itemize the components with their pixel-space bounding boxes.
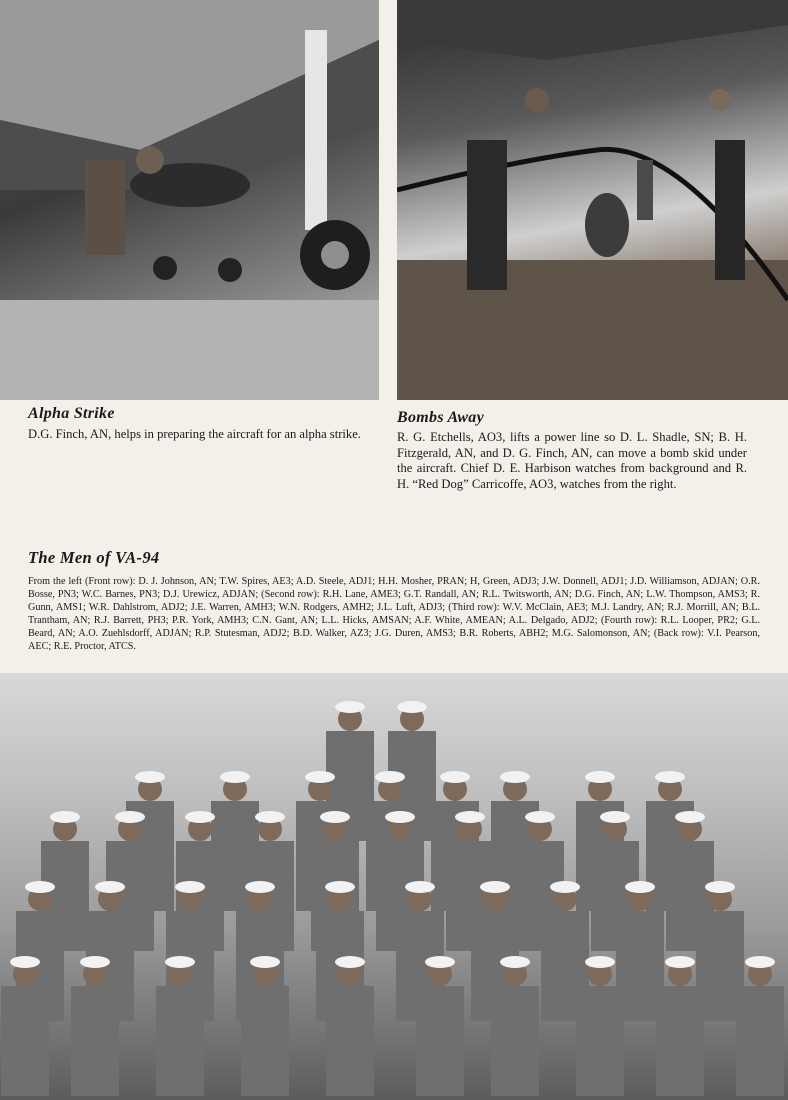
sailor-cap xyxy=(397,701,427,713)
sailor-figure xyxy=(156,986,204,1096)
sailor-cap xyxy=(165,956,195,968)
sailor-cap xyxy=(115,811,145,823)
sailor-cap xyxy=(525,811,555,823)
sailor-cap xyxy=(625,881,655,893)
sailor-figure xyxy=(491,986,539,1096)
sailor-figure xyxy=(736,986,784,1096)
sailor-cap xyxy=(385,811,415,823)
sailor-cap xyxy=(585,771,615,783)
sailor-cap xyxy=(440,771,470,783)
sailor-cap xyxy=(425,956,455,968)
sailor-cap xyxy=(95,881,125,893)
sailor-cap xyxy=(320,811,350,823)
sailor-cap xyxy=(245,881,275,893)
sailor-figure xyxy=(416,986,464,1096)
sailor-cap xyxy=(250,956,280,968)
sailor-figure xyxy=(1,986,49,1096)
group-photo-caption: From the left (Front row): D. J. Johnson, AN; T.W. Spires, AE3; A.D. Steele, ADJ1; H.H. Mosher, PRAN; H, Green, ADJ3; J.W. Donnell, ADJ1; J.D. Williamson, ADJAN; O.R. Bosse, PN3; W.C. Barnes, PN3; D.J. Urewicz, ADJAN; (Second row): R.H. Lane, AME3; G.T. Randall, AN; R.L. Twitsworth, AN; D.G. Finch, AN; L.W. Thompson, AMS3; R. Gunn, AMS1; W.R. Dahlstrom, ADJ2; J.E. Warren, AMH3; W.N. Rodgers, AMH2; J.L. Luft, ADJ3; (Third row): W.V. McClain, AE3; M.J. Landry, AN; R.J. Morrill, AN; B.L. Trantham, AN; R.J. Barrett, PH3; P.R. York, AMH3; C.N. Gant, AN; L.L. Hicks, AMSAN; A.F. White, AMEAN; A.L. Delgado, ADJ2; (Fourth row): R.L. Looper, PR2; G.L. Beard, AN; A.O. Zuehlsdorff, ADJAN; R.P. Stutesman, ADJ2; B.D. Walker, AZ3; J.G. Duren, AMS3; B.R. Roberts, ABH2; M.G. Salomonson, AN; (Back row): V.I. Pearson, AEC; R.E. Proctor, ATCS. xyxy=(28,576,760,652)
sailor-cap xyxy=(600,811,630,823)
sailor-cap xyxy=(480,881,510,893)
alpha-strike-photo xyxy=(0,0,379,400)
sailor-figure xyxy=(656,986,704,1096)
sailor-cap xyxy=(655,771,685,783)
sailor-figure xyxy=(326,986,374,1096)
sailor-cap xyxy=(405,881,435,893)
sailor-figure xyxy=(576,986,624,1096)
sailor-figure xyxy=(71,986,119,1096)
sailor-figure xyxy=(241,986,289,1096)
sailor-cap xyxy=(335,956,365,968)
sailor-cap xyxy=(325,881,355,893)
group-photo-title: The Men of VA-94 xyxy=(28,548,160,567)
sailor-cap xyxy=(185,811,215,823)
group-photo xyxy=(0,673,788,1100)
bombs-away-caption: R. G. Etchells, AO3, lifts a power line so D. L. Shadle, SN; B. H. Fitzgerald, AN, and D. G. Finch, AN, can move a bomb skid under the aircraft. Chief D. E. Harbison watches from background and R. H. “Red Dog” Carricoffe, AO3, watches from the right. xyxy=(397,430,747,491)
sailor-cap xyxy=(25,881,55,893)
sailor-cap xyxy=(705,881,735,893)
sailor-cap xyxy=(675,811,705,823)
bombs-away-photo-art xyxy=(397,0,788,400)
group-photo-art xyxy=(0,673,788,1100)
sailor-cap xyxy=(585,956,615,968)
sailor-cap xyxy=(335,701,365,713)
sailor-cap xyxy=(665,956,695,968)
sailor-cap xyxy=(745,956,775,968)
sailor-cap xyxy=(10,956,40,968)
sailor-cap xyxy=(255,811,285,823)
alpha-strike-photo-art xyxy=(0,0,379,400)
alpha-strike-caption: D.G. Finch, AN, helps in preparing the aircraft for an alpha strike. xyxy=(28,427,361,441)
sailor-cap xyxy=(500,771,530,783)
sailor-cap xyxy=(550,881,580,893)
sailor-cap xyxy=(80,956,110,968)
sailor-cap xyxy=(175,881,205,893)
sailor-cap xyxy=(135,771,165,783)
bombs-away-photo xyxy=(397,0,788,400)
alpha-strike-title: Alpha Strike xyxy=(28,405,115,422)
sailor-cap xyxy=(305,771,335,783)
sailor-cap xyxy=(220,771,250,783)
sailor-cap xyxy=(50,811,80,823)
sailor-cap xyxy=(375,771,405,783)
bombs-away-title: Bombs Away xyxy=(397,409,485,426)
sailor-cap xyxy=(500,956,530,968)
sailor-cap xyxy=(455,811,485,823)
